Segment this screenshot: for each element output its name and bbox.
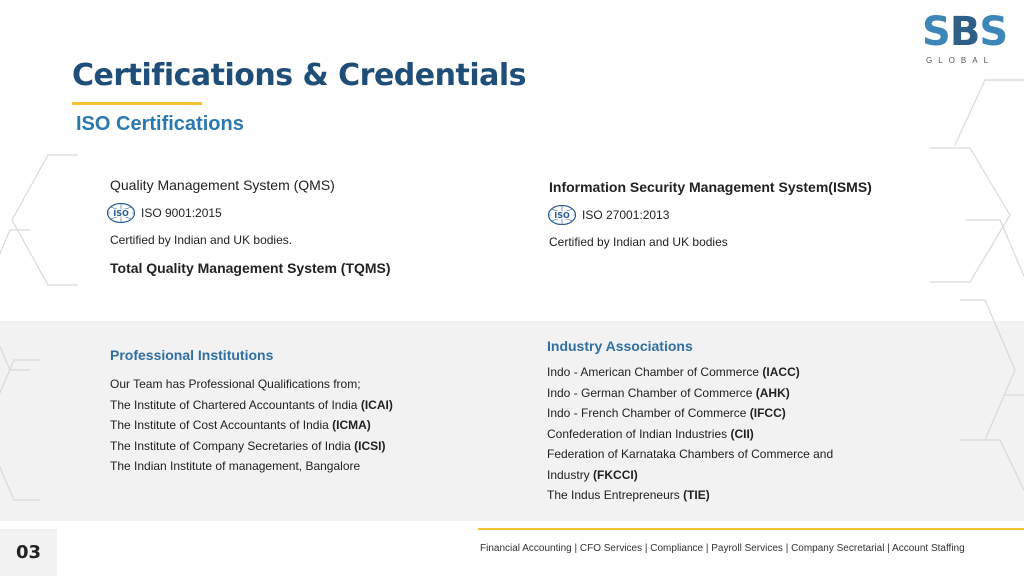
logo-subtitle: GLOBAL: [926, 56, 995, 65]
list-item: The Institute of Cost Accountants of India (ICMA): [110, 418, 371, 432]
isms-iso-standard: ISO 27001:2013: [582, 208, 670, 222]
isms-iso-row: [548, 205, 669, 225]
list-item: Indo - American Chamber of Commerce (IACC): [547, 365, 800, 379]
logo-mark: [922, 9, 1012, 55]
list-item: The Institute of Company Secretaries of India (ICSI): [110, 438, 386, 453]
iso-logo-icon: [107, 203, 135, 223]
qms-iso-standard: ISO 9001:2015: [141, 206, 222, 220]
footer-services: Financial Accounting | CFO Services | Compliance | Payroll Services | Company Secretarial | Account Staffing: [480, 543, 965, 554]
tqms-heading: Total Quality Management System (TQMS): [110, 260, 391, 276]
page-title: Certifications & Credentials: [72, 58, 526, 93]
sbs-global-logo: [922, 9, 1012, 72]
iso-logo-icon: [548, 205, 576, 225]
list-item: Indo - French Chamber of Commerce (IFCC): [547, 406, 786, 420]
professional-list: [110, 374, 393, 477]
list-item: The Institute of Chartered Accountants of India (ICAI): [110, 397, 393, 412]
section-subtitle: ISO Certifications: [76, 113, 244, 135]
isms-certified: Certified by Indian and UK bodies: [549, 235, 728, 249]
list-item: Industry (FKCCI): [547, 467, 638, 482]
list-item: Indo - German Chamber of Commerce (AHK): [547, 385, 790, 400]
logo-letter-b: B: [949, 9, 979, 55]
list-item: Confederation of Indian Industries (CII): [547, 426, 754, 441]
footer-rule: [478, 528, 1024, 530]
isms-heading: Information Security Management System(ISMS): [549, 179, 872, 195]
logo-letter-s2: S: [979, 9, 1007, 55]
list-item: The Indus Entrepreneurs (TIE): [547, 488, 710, 502]
qms-certified: Certified by Indian and UK bodies.: [110, 233, 293, 247]
qms-iso-logo-text: ISO: [113, 209, 129, 218]
title-underline: [72, 102, 202, 105]
page-number: 03: [0, 529, 57, 576]
industry-list: [547, 362, 833, 506]
industry-heading: Industry Associations: [547, 338, 693, 354]
list-item: Federation of Karnataka Chambers of Commerce and: [547, 447, 834, 461]
list-item: Our Team has Professional Qualifications from;: [110, 377, 361, 391]
professional-heading: Professional Institutions: [110, 347, 274, 363]
logo-letter-s1: S: [922, 9, 949, 55]
list-item: The Indian Institute of management, Bangalore: [110, 459, 361, 473]
isms-iso-logo-text: ISO: [554, 211, 570, 220]
qms-iso-row: [107, 203, 222, 223]
qms-heading: Quality Management System (QMS): [110, 177, 335, 193]
